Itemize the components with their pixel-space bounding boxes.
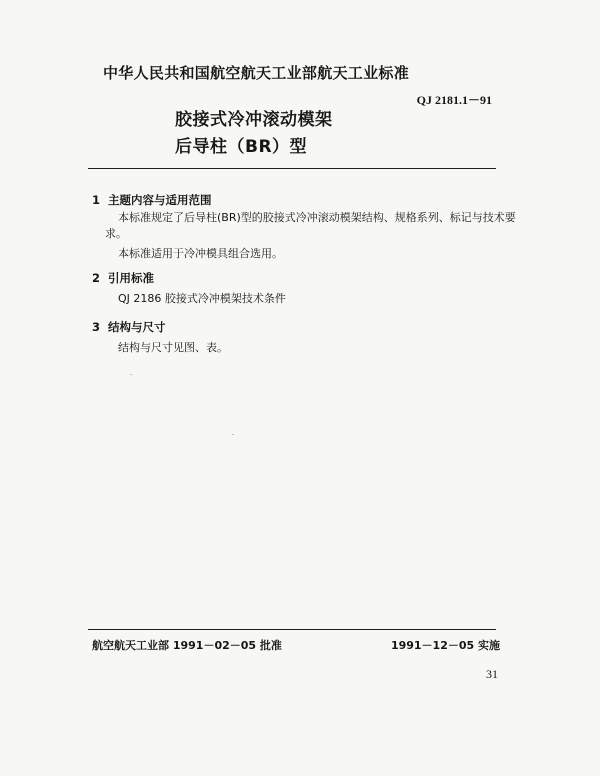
section-2-title: 引用标准 bbox=[108, 271, 154, 285]
effective-date: 1991－12－05 实施 bbox=[390, 639, 500, 652]
section-1-heading bbox=[92, 192, 212, 208]
section-2-paragraph-1: QJ 2186 胶接式冷冲模架技术条件 bbox=[118, 292, 286, 305]
scan-speck bbox=[232, 434, 234, 435]
issuing-authority: 中华人民共和国航空航天工业部航天工业标准 bbox=[103, 64, 410, 82]
document-title-line-2: 后导柱（BR）型 bbox=[175, 137, 308, 157]
section-1-paragraph-2: 本标准适用于冷冲模具组合选用。 bbox=[118, 247, 283, 260]
section-3-title: 结构与尺寸 bbox=[108, 320, 166, 334]
section-1-title: 主题内容与适用范围 bbox=[108, 193, 212, 207]
section-1-paragraph-1-line-2: 求。 bbox=[105, 227, 127, 240]
scan-speck bbox=[130, 374, 132, 375]
approval-date: 航空航天工业部 1991－02－05 批准 bbox=[92, 639, 282, 652]
standard-code: QJ 2181.1－91 bbox=[416, 93, 492, 107]
section-3-heading bbox=[92, 319, 166, 335]
header-divider bbox=[88, 168, 496, 169]
section-2-number: 2 bbox=[92, 271, 101, 285]
section-3-paragraph-1: 结构与尺寸见图、表。 bbox=[118, 341, 228, 354]
document-title-line-1: 胶接式冷冲滚动模架 bbox=[175, 110, 333, 130]
page-number: 31 bbox=[486, 667, 498, 681]
section-2-heading bbox=[92, 270, 154, 286]
section-1-number: 1 bbox=[92, 193, 101, 207]
section-3-number: 3 bbox=[92, 320, 101, 334]
section-1-paragraph-1-line-1: 本标准规定了后导柱(BR)型的胶接式冷冲滚动模架结构、规格系列、标记与技术要 bbox=[118, 211, 516, 224]
footer-divider bbox=[88, 629, 496, 630]
